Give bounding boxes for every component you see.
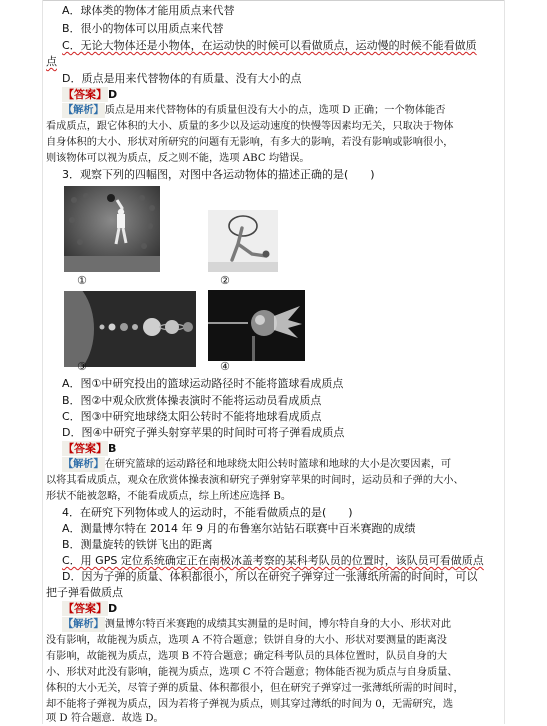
q2-analysis-line: 自身体积的大小、形状对所研究的问题有无影响，有多大的影响，若没有影响或影响很小， (46, 137, 454, 148)
figure-label-2: ② (220, 274, 230, 287)
q2-answer (62, 87, 499, 102)
analysis-tag: 【解析】 (63, 618, 104, 630)
q3-option-a: A．图①中研究投出的篮球运动路径时不能将篮球看成质点 (62, 377, 344, 390)
analysis-text: 质点是用来代替物体的有质量但没有大小的点，选项 D 正确；一个物体能否 (104, 105, 446, 116)
q2-analysis-line (62, 103, 499, 118)
q4-option-c-text: C．用 GPS 定位系统确定正在南极冰盖考察的某科考队员的位置时，该队员可看做质点 (62, 554, 484, 567)
gymnast-photo (208, 210, 278, 272)
q2-option-c-text: C．无论大物体还是小物体，在运动快的时候可以看做质点，运动慢的时候不能看做质 (62, 39, 477, 52)
answer-tag: 【答案】 (63, 442, 107, 455)
q3-stem: 3．观察下列的四幅图，对图中各运动物体的描述正确的是( ) (62, 168, 375, 181)
q4-option-c (62, 553, 499, 568)
q2-option-c (62, 38, 499, 53)
q2-option-c-cont (46, 54, 499, 69)
answer-tag: 【答案】 (63, 88, 107, 101)
answer-tag: 【答案】 (63, 602, 107, 615)
q4-option-d: D．因为子弹的质量、体积都很小，所以在研究子弹穿过一张薄纸所需的时间时，可以 (62, 570, 478, 583)
solar-system-image (64, 291, 196, 367)
analysis-text: 在研究篮球的运动路径和地球绕太阳公转时篮球和地球的大小是次要因素，可 (104, 459, 452, 470)
figure-label-3: ③ (77, 360, 87, 373)
q4-analysis-line (62, 617, 499, 632)
answer-value: D (108, 602, 118, 615)
q4-analysis-line: 小、形状对此没有影响，能视为质点，选项 C 不符合题意；物体能否视为质点与自身质量、 (46, 667, 458, 678)
page-border-left (42, 0, 43, 724)
q4-analysis-line: 却不能将子弹视为质点，因为若将子弹视为质点，则其穿过薄纸的时间为 0，无需研究，选 (46, 699, 454, 710)
q4-analysis-line: 体积的大小无关，尽管子弹的质量、体积都很小，但在研究子弹穿过一张薄纸所需的时间时， (46, 683, 464, 694)
q2-option-d: D．质点是用来代替物体的有质量、没有大小的点 (62, 72, 302, 85)
analysis-text: 测量博尔特百米赛跑的成绩其实测量的是时间，博尔特自身的大小、形状对此 (104, 619, 452, 630)
page-border-top (42, 0, 505, 1)
q3-analysis-line: 以将其看成质点，观众在欣赏体操表演和研究子弹射穿苹果的时间时，运动员和子弹的大小、 (46, 475, 464, 486)
q2-analysis-line: 看成质点，跟它体积的大小、质量的多少以及运动速度的快慢等因素均无关，只取决于物体 (46, 121, 454, 132)
analysis-tag: 【解析】 (63, 104, 104, 116)
q3-analysis-line: 形状不能被忽略，不能看成质点，综上所述应选择 B。 (46, 491, 292, 502)
basketball-photo (64, 186, 160, 272)
q4-option-a: A．测量博尔特在 2014 年 9 月的布鲁塞尔站钻石联赛中百米赛跑的成绩 (62, 522, 416, 535)
q3-analysis-line (62, 457, 499, 472)
page-border-right (504, 0, 505, 724)
q4-option-b: B．测量旋转的铁饼飞出的距离 (62, 538, 213, 551)
q4-option-d-cont: 把子弹看做质点 (46, 586, 123, 599)
q3-option-c: C．图③中研究地球绕太阳公转时不能将地球看成质点 (62, 410, 322, 423)
q2-option-c-text-cont: 点 (46, 55, 57, 68)
figure-label-1: ① (77, 274, 87, 287)
q4-answer (62, 601, 499, 616)
q4-analysis-line: 没有影响，故能视为质点，选项 A 不符合题意；铁饼自身的大小、形状对要测量的距离没 (46, 635, 447, 646)
q3-option-b: B．图②中观众欣赏体操表演时不能将运动员看成质点 (62, 394, 322, 407)
q2-option-b: B．很小的物体可以用质点来代替 (62, 22, 224, 35)
q3-option-d: D．图④中研究子弹头射穿苹果的时间时可将子弹看成质点 (62, 426, 345, 439)
q3-answer (62, 441, 499, 456)
analysis-tag: 【解析】 (63, 458, 104, 470)
q4-analysis-line: 有影响，故能视为质点，选项 B 不符合题意；确定科考队员的具体位置时，队员自身的大 (46, 651, 448, 662)
q4-stem: 4．在研究下列物体或人的运动时，不能看做质点的是( ) (62, 506, 353, 519)
q2-option-a: A．球体类的物体才能用质点来代替 (62, 4, 235, 17)
q4-analysis-line: 项 D 符合题意．故选 D。 (46, 713, 164, 724)
answer-value: D (108, 88, 118, 101)
q2-analysis-line: 则该物体可以视为质点，反之则不能，选项 ABC 均错误。 (46, 153, 310, 164)
answer-value: B (108, 442, 117, 455)
bullet-apple-photo (208, 290, 305, 361)
figure-label-4: ④ (220, 360, 230, 373)
